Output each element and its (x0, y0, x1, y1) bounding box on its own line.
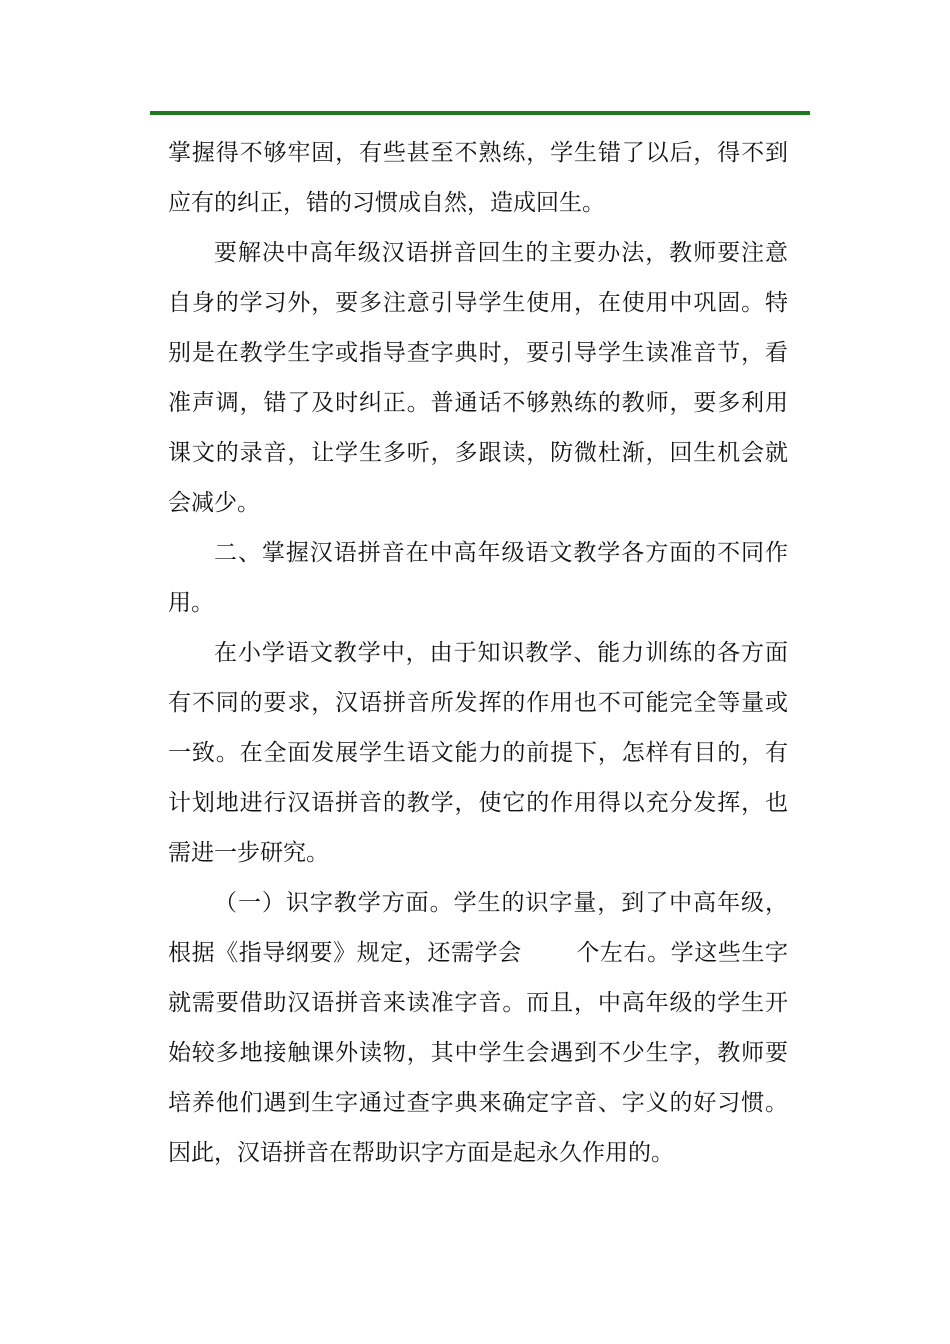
paragraph-2: 要解决中高年级汉语拼音回生的主要办法，教师要注意自身的学习外，要多注意引导学生使用，在使用中巩固。特别是在教学生字或指导查字典时，要引导学生读准音节，看准声调，错了及时纠正。普通话不够熟练的教师，要多利用课文的录音，让学生多听，多跟读，防微杜渐，回生机会就会减少。 (168, 240, 788, 516)
body-text (168, 128, 788, 1178)
paragraph-1: 掌握得不够牢固，有些甚至不熟练，学生错了以后，得不到应有的纠正，错的习惯成自然，造成回生。 (168, 140, 788, 216)
header-rule (150, 111, 810, 115)
paragraph-5-part-1: （一）识字教学方面。学生的识字量，到了中高年级，根据《指导纲要》规定，还需学会 (168, 890, 788, 966)
paragraph-3: 二、掌握汉语拼音在中高年级语文教学各方面的不同作用。 (168, 540, 788, 616)
paragraph-5-part-2: 个左右。学这些生字就需要借助汉语拼音来读准字音。而且，中高年级的学生开始较多地接触课外读物，其中学生会遇到不少生字，教师要培养他们遇到生字通过查字典来确定字音、字义的好习惯。因此，汉语拼音在帮助识字方面是起永久作用的。 (168, 940, 789, 1166)
paragraph-4: 在小学语文教学中，由于知识教学、能力训练的各方面有不同的要求，汉语拼音所发挥的作用也不可能完全等量或一致。在全面发展学生语文能力的前提下，怎样有目的，有计划地进行汉语拼音的教学，使它的作用得以充分发挥，也需进一步研究。 (168, 640, 788, 866)
paragraph-5 (168, 878, 788, 1178)
